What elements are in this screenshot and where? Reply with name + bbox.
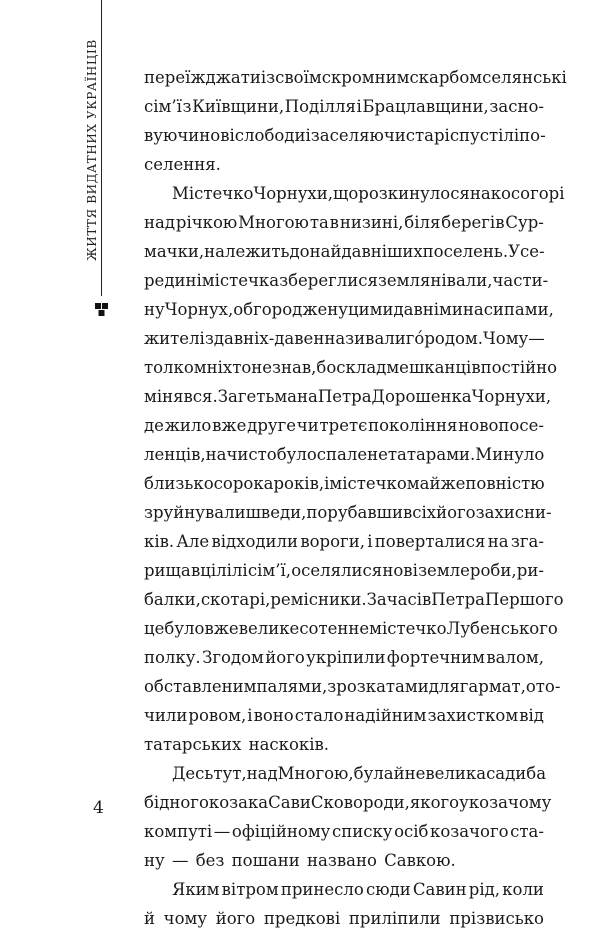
word: сім’ї [144, 97, 182, 116]
text-line [144, 237, 544, 266]
word: якого [409, 793, 460, 812]
word: Сур- [505, 213, 544, 232]
word: Усе- [508, 242, 545, 261]
word: Многою, [277, 764, 354, 783]
word: і [324, 474, 330, 493]
word: вцілілі [190, 561, 248, 580]
word: і [305, 126, 311, 145]
word: берегів [441, 213, 505, 232]
word: ків. [144, 532, 175, 551]
word: рід, [468, 880, 501, 899]
word: сотенне [299, 619, 370, 638]
text-line [144, 295, 554, 324]
word: було [164, 619, 205, 638]
word: з [204, 329, 214, 348]
word: Минуло [475, 445, 545, 464]
word: зга- [510, 532, 544, 551]
word: з [182, 97, 192, 116]
text-line [144, 614, 558, 643]
word: воно [253, 706, 294, 725]
word: шведи, [245, 503, 307, 522]
word: прізвисько [449, 909, 544, 928]
text-line [144, 904, 544, 933]
word: ста- [510, 822, 544, 841]
word: давніх-давен [213, 329, 325, 348]
word: вже [212, 416, 247, 435]
text-line [144, 440, 544, 469]
word: Сави [268, 793, 311, 812]
text-line [144, 121, 544, 150]
side-rule [101, 0, 102, 296]
word: оселялися [291, 561, 383, 580]
word: обгороджену [233, 300, 348, 319]
text-line [144, 411, 544, 440]
word: мешканців [386, 358, 481, 377]
word: вуючи [144, 126, 200, 145]
word: і [247, 706, 253, 725]
word: містечка [201, 271, 280, 290]
word: це [144, 619, 165, 638]
word: гóродом. [405, 329, 484, 348]
word: Першого [484, 590, 564, 609]
word: осіб [394, 822, 429, 841]
word: збереглися [279, 271, 378, 290]
word: знав, [272, 358, 317, 377]
word: на [487, 532, 509, 551]
word: фортечним [386, 648, 485, 667]
word: ото- [525, 677, 561, 696]
word: Яким [172, 880, 220, 899]
word: і [356, 97, 362, 116]
word: вітром [221, 880, 279, 899]
word: тут, [213, 764, 247, 783]
word: валом, [486, 648, 544, 667]
word: своїм [275, 68, 322, 87]
text-line [144, 585, 564, 614]
word: Чорнухи, [471, 387, 552, 406]
word: сорока [213, 474, 274, 493]
running-title-text: ЖИТТЯ ВИДАТНИХ УКРАЇНЦІВ [85, 39, 99, 261]
word: друге [247, 416, 296, 435]
word: садиба [486, 764, 547, 783]
word: постійно [480, 358, 558, 377]
word: покоління [368, 416, 458, 435]
word: Поділля [284, 97, 356, 116]
text-line [144, 846, 544, 875]
text-line [144, 469, 544, 498]
word: у [459, 793, 469, 812]
word: розкатами [336, 677, 429, 696]
word: вали, [446, 271, 493, 290]
word: для [428, 677, 460, 696]
word: палями, [256, 677, 328, 696]
text-line [144, 63, 567, 92]
word: Чорнухи, [253, 184, 333, 203]
word: давніми [393, 300, 463, 319]
text-line [144, 150, 544, 179]
word: Містечко [172, 184, 254, 203]
word: землероби, [418, 561, 517, 580]
word: жителі [144, 329, 205, 348]
word: козачого [430, 822, 509, 841]
body-text [144, 63, 567, 933]
word: заселяючи [310, 126, 406, 145]
word: біля [404, 213, 441, 232]
word: поселень. [422, 242, 509, 261]
word: гармат, [459, 677, 526, 696]
word: спалене [316, 445, 388, 464]
word: нові [199, 126, 235, 145]
word: років, [273, 474, 325, 493]
word: з [327, 677, 337, 696]
word: захисни- [475, 503, 552, 522]
word: його [265, 648, 305, 667]
word: Многою [238, 213, 309, 232]
word: татарами. [387, 445, 476, 464]
word: від [519, 706, 544, 725]
word: переїжджати [144, 68, 261, 87]
word: низині, [339, 213, 404, 232]
word: жило [164, 416, 212, 435]
text-line [144, 92, 544, 121]
word: земляні [377, 271, 447, 290]
word: Згодом [202, 648, 264, 667]
word: ровом, [188, 706, 247, 725]
word: часів [386, 590, 432, 609]
word: Брацлавщини, [362, 97, 489, 116]
word: що [332, 184, 359, 203]
word: й [393, 764, 405, 783]
word: поверталися [374, 532, 486, 551]
word: нові [382, 561, 418, 580]
word: ну [144, 300, 165, 319]
text-line [144, 179, 565, 208]
text-line [144, 382, 552, 411]
word: було [276, 445, 317, 464]
word: приліпили [348, 909, 441, 928]
word: близько [144, 474, 214, 493]
word: укріпили [306, 648, 386, 667]
word: всіх [402, 503, 437, 522]
word: й [144, 909, 155, 928]
word: ніхто [206, 358, 252, 377]
word: предкові [263, 909, 341, 928]
word: та [309, 213, 329, 232]
word: балки, [144, 590, 201, 609]
word: слободи [234, 126, 306, 145]
word: порубавши [306, 503, 403, 522]
word: полку. [144, 648, 201, 667]
word: селянські [482, 68, 567, 87]
text-line [144, 730, 544, 759]
word: Лубенського [446, 619, 558, 638]
word: Чорнух, [164, 300, 234, 319]
word: старі [405, 126, 450, 145]
word: захистком [427, 706, 519, 725]
word: Десь [172, 764, 214, 783]
word: велике [238, 619, 300, 638]
word: скромним [321, 68, 410, 87]
word: коли [502, 880, 544, 899]
word: офіційному [231, 822, 331, 841]
word: мінявся. [144, 387, 218, 406]
word: його [215, 909, 256, 928]
word: редині [144, 271, 202, 290]
word: склад [336, 358, 387, 377]
text-line [144, 324, 544, 353]
word: Чому [483, 329, 529, 348]
text-line [144, 701, 544, 730]
word: гетьмана [237, 387, 318, 406]
word: цими [348, 300, 394, 319]
word: зруйнували [144, 503, 246, 522]
word: Київщини, [192, 97, 285, 116]
word: списку [331, 822, 393, 841]
word: річкою [175, 213, 238, 232]
text-line [144, 208, 544, 237]
word: майже [406, 474, 466, 493]
text-line [144, 353, 558, 382]
word: не [251, 358, 273, 377]
word: бідного [144, 793, 209, 812]
word: в [329, 213, 339, 232]
word: бо [316, 358, 337, 377]
word: ленців, [144, 445, 206, 464]
word: стало [294, 706, 344, 725]
ornament-icon [95, 303, 108, 316]
word: із [260, 68, 276, 87]
word: компуті [144, 822, 213, 841]
word: містечко [329, 474, 407, 493]
word: принесло [280, 880, 364, 899]
text-line [144, 759, 547, 788]
text-line [144, 527, 544, 556]
word: над [246, 764, 278, 783]
word: розкинулося [358, 184, 470, 203]
word: За [366, 590, 387, 609]
text-line [144, 498, 552, 527]
word: на [469, 184, 491, 203]
word: части- [492, 271, 549, 290]
text-line [144, 643, 544, 672]
text-line [144, 817, 544, 846]
word: повністю [465, 474, 545, 493]
word: називали [324, 329, 406, 348]
word: — [528, 329, 545, 348]
text-line-content: татарських наскоків. [144, 735, 330, 754]
word: ри- [516, 561, 544, 580]
word: насипами, [462, 300, 554, 319]
word: сюди [365, 880, 411, 899]
word: сім’ї, [247, 561, 291, 580]
word: козачому [468, 793, 552, 812]
word: по- [519, 126, 546, 145]
text-line [144, 266, 549, 295]
word: Петра [431, 590, 485, 609]
word: обставленим [144, 677, 257, 696]
text-line [144, 875, 544, 904]
text-line-content: селення. [144, 155, 221, 174]
word: його [436, 503, 476, 522]
word: начисто [205, 445, 277, 464]
word: належить [204, 242, 290, 261]
word: була [353, 764, 394, 783]
word: Сковороди, [310, 793, 410, 812]
word: скотарі, [200, 590, 271, 609]
word: козака [208, 793, 269, 812]
word: — [213, 822, 231, 841]
word: За [217, 387, 238, 406]
word: до [289, 242, 310, 261]
word: над [144, 213, 175, 232]
word: і [367, 532, 373, 551]
word: найдавніших [309, 242, 423, 261]
word: новопосе- [458, 416, 544, 435]
word: вороги, [300, 532, 365, 551]
word: мачки, [144, 242, 205, 261]
word: толком [144, 358, 207, 377]
word: де [144, 416, 164, 435]
page-number: 4 [93, 798, 104, 818]
word: спустілі [449, 126, 520, 145]
word: Савин [412, 880, 467, 899]
word: відходили [211, 532, 299, 551]
word: Дорошенка [371, 387, 472, 406]
word: чи [296, 416, 319, 435]
word: надійним [344, 706, 427, 725]
word: третє [319, 416, 368, 435]
word: рища [144, 561, 191, 580]
word: чому [163, 909, 208, 928]
word: містечко [369, 619, 447, 638]
word: чили [144, 706, 188, 725]
word: косогорі [490, 184, 565, 203]
word: ремісники. [270, 590, 367, 609]
word: Петра [317, 387, 372, 406]
text-line [144, 672, 561, 701]
text-line-content: ну — без пошани названо Савкою. [144, 851, 456, 870]
word: скарбом [409, 68, 483, 87]
word: невелика [404, 764, 487, 783]
text-line [144, 788, 552, 817]
word: вже [204, 619, 239, 638]
word: Але [176, 532, 210, 551]
word: засно- [489, 97, 544, 116]
text-line [144, 556, 544, 585]
